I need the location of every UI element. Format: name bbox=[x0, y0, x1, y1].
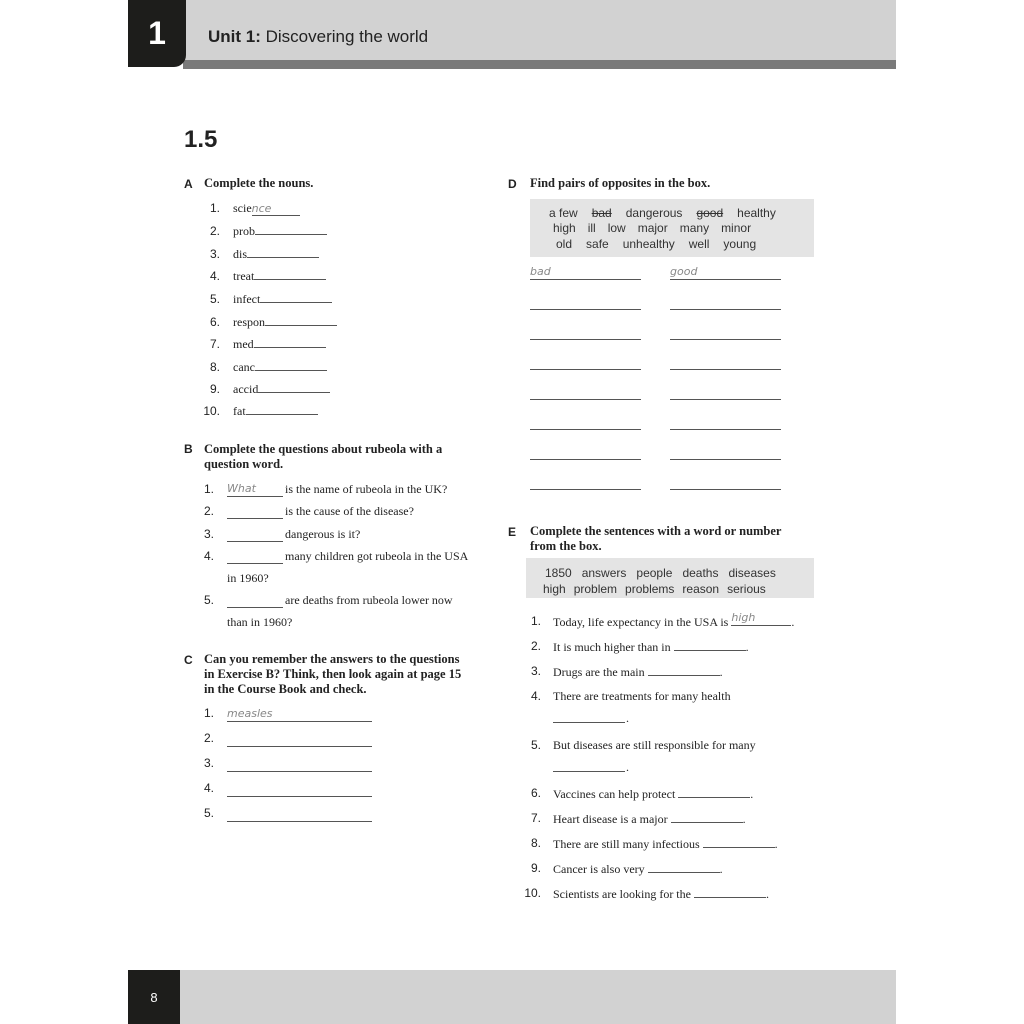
word-stem: infect bbox=[233, 292, 261, 306]
sentence bbox=[553, 639, 749, 655]
sentence-end: . bbox=[719, 862, 723, 876]
box-word: many bbox=[679, 221, 710, 235]
exercise-b-letter: B bbox=[184, 442, 193, 456]
answer-blank bbox=[227, 760, 372, 772]
sentence bbox=[553, 836, 778, 852]
item-number: 7. bbox=[209, 337, 220, 351]
exercise-a-letter: A bbox=[184, 177, 193, 191]
sentence-end: . bbox=[791, 615, 795, 629]
answer-blank bbox=[530, 328, 641, 340]
answer-blank bbox=[530, 448, 641, 460]
box-word: serious bbox=[727, 582, 766, 596]
exercise-e-title bbox=[530, 524, 781, 554]
answer-blank bbox=[648, 664, 720, 676]
box-word: well bbox=[688, 237, 710, 251]
answer-blank bbox=[227, 707, 372, 722]
exercise-a-item bbox=[200, 403, 318, 419]
answer-blank bbox=[694, 886, 766, 898]
exercise-a-item bbox=[200, 314, 337, 330]
item-number: 4. bbox=[209, 269, 220, 283]
item-number: 4. bbox=[530, 689, 541, 703]
exercise-e-letter: E bbox=[508, 525, 517, 539]
page-number: 8 bbox=[128, 970, 180, 1024]
item-number: 10. bbox=[203, 404, 220, 418]
exercise-a-item bbox=[200, 291, 332, 307]
question-text-continued: in 1960? bbox=[227, 571, 269, 585]
exercise-a-item bbox=[200, 336, 326, 352]
answer-blank bbox=[254, 268, 326, 280]
box-word: answers bbox=[581, 566, 627, 580]
item-number: 9. bbox=[209, 382, 220, 396]
item-number: 9. bbox=[530, 861, 541, 875]
exercise-c-title-line-3: in the Course Book and check. bbox=[204, 682, 367, 696]
question-text: is the name of rubeola in the UK? bbox=[285, 482, 448, 496]
question-text-continued: than in 1960? bbox=[227, 615, 293, 629]
answer-blank bbox=[678, 786, 750, 798]
handwritten-answer: good bbox=[670, 265, 698, 278]
answer-blank bbox=[648, 861, 720, 873]
sentence-end: . bbox=[774, 837, 778, 851]
sentence-end: . bbox=[626, 760, 629, 774]
item-number: 3. bbox=[203, 527, 214, 541]
box-word: high bbox=[553, 221, 576, 235]
answer-blank bbox=[670, 448, 781, 460]
word-stem: dis bbox=[233, 247, 248, 261]
exercise-b-title-line-1: Complete the questions about rubeola with a bbox=[204, 442, 443, 456]
answer-blank bbox=[227, 785, 372, 797]
word-box-row bbox=[545, 566, 776, 580]
answer-blank bbox=[670, 328, 781, 340]
unit-number: 1 bbox=[148, 15, 166, 51]
item-number: 1. bbox=[209, 201, 220, 215]
word-stem: respon bbox=[233, 315, 265, 329]
box-word: minor bbox=[721, 221, 752, 235]
word-stem: accid bbox=[233, 382, 259, 396]
answer-blank bbox=[227, 552, 283, 564]
box-word: reason bbox=[682, 582, 720, 596]
answer-blank bbox=[670, 478, 781, 490]
footer-bar bbox=[180, 970, 896, 1024]
answer-blank bbox=[246, 403, 318, 415]
item-number: 2. bbox=[203, 731, 214, 745]
item-number: 5. bbox=[203, 806, 214, 820]
exercise-b-title bbox=[204, 442, 442, 472]
answer-blank bbox=[703, 836, 775, 848]
sentence-text: It is much higher than in bbox=[553, 640, 671, 654]
answer-blank bbox=[670, 265, 781, 280]
item-number: 7. bbox=[530, 811, 541, 825]
exercise-b-title-line-2: question word. bbox=[204, 457, 284, 471]
exercise-e-title-line-1: Complete the sentences with a word or number bbox=[530, 524, 782, 538]
box-word: people bbox=[636, 566, 673, 580]
item-number: 6. bbox=[530, 786, 541, 800]
exercise-e-title-line-2: from the box. bbox=[530, 539, 602, 553]
answer-blank bbox=[258, 381, 330, 393]
box-word: dangerous bbox=[625, 206, 683, 220]
exercise-d-title: Find pairs of opposites in the box. bbox=[530, 176, 711, 190]
answer-blank bbox=[671, 811, 743, 823]
box-word: healthy bbox=[737, 206, 776, 220]
item-number: 8. bbox=[209, 360, 220, 374]
sentence-end: . bbox=[765, 887, 769, 901]
handwritten-answer: What bbox=[227, 482, 256, 495]
exercise-c-letter: C bbox=[184, 653, 193, 667]
answer-blank bbox=[731, 611, 791, 626]
answer-blank bbox=[674, 639, 746, 651]
answer-blank bbox=[670, 418, 781, 430]
word-box-row bbox=[543, 582, 766, 596]
exercise-a-item bbox=[200, 268, 326, 284]
exercise-c-title-line-1: Can you remember the answers to the questions bbox=[204, 652, 460, 666]
word-stem: scie bbox=[233, 201, 252, 215]
handwritten-answer: high bbox=[731, 611, 756, 624]
section-number: 1.5 bbox=[184, 126, 218, 153]
exercise-c-title bbox=[204, 652, 461, 697]
answer-blank bbox=[530, 358, 641, 370]
box-word: deaths bbox=[682, 566, 719, 580]
answer-blank bbox=[227, 482, 283, 497]
item-number: 8. bbox=[530, 836, 541, 850]
box-word: major bbox=[637, 221, 668, 235]
item-number: 6. bbox=[209, 315, 220, 329]
sentence bbox=[553, 738, 756, 753]
item-number: 1. bbox=[203, 482, 214, 496]
handwritten-answer: nce bbox=[252, 202, 300, 216]
sentence-text: Cancer is also very bbox=[553, 862, 645, 876]
item-number: 4. bbox=[203, 549, 214, 563]
word-box-row bbox=[553, 221, 751, 235]
word-stem: canc bbox=[233, 360, 255, 374]
box-word: bad bbox=[591, 206, 612, 220]
sentence-text: But diseases are still responsible for many bbox=[553, 738, 756, 752]
sentence-text: There are treatments for many health bbox=[553, 689, 731, 703]
sentence bbox=[553, 861, 723, 877]
sentence-end: . bbox=[745, 640, 749, 654]
item-number: 3. bbox=[530, 664, 541, 678]
sentence-text: Today, life expectancy in the USA is bbox=[553, 615, 729, 629]
header-rule bbox=[183, 60, 896, 69]
item-number: 10. bbox=[524, 886, 541, 900]
unit-title-text: Discovering the world bbox=[260, 27, 429, 46]
word-box-row bbox=[549, 206, 776, 220]
box-word: 1850 bbox=[545, 566, 572, 580]
answer-blank bbox=[227, 596, 283, 608]
word-box-row bbox=[556, 237, 756, 251]
unit-title bbox=[208, 27, 428, 47]
word-stem: med bbox=[233, 337, 254, 351]
box-word: young bbox=[723, 237, 757, 251]
box-word: ill bbox=[587, 221, 596, 235]
exercise-d-letter: D bbox=[508, 177, 517, 191]
sentence-end: . bbox=[626, 711, 629, 725]
question-text: many children got rubeola in the USA bbox=[285, 549, 469, 563]
answer-blank bbox=[227, 507, 283, 519]
question-text: is the cause of the disease? bbox=[285, 504, 414, 518]
answer-blank bbox=[530, 298, 641, 310]
word-stem: treat bbox=[233, 269, 255, 283]
word-stem: prob bbox=[233, 224, 255, 238]
answer-blank bbox=[227, 735, 372, 747]
sentence-text: Scientists are looking for the bbox=[553, 887, 691, 901]
answer-blank bbox=[227, 530, 283, 542]
sentence-text: Heart disease is a major bbox=[553, 812, 668, 826]
sentence bbox=[553, 664, 723, 680]
answer-blank bbox=[227, 810, 372, 822]
item-number: 4. bbox=[203, 781, 214, 795]
item-number: 5. bbox=[530, 738, 541, 752]
item-number: 5. bbox=[203, 593, 214, 607]
item-number: 2. bbox=[209, 224, 220, 238]
sentence bbox=[553, 689, 731, 704]
answer-blank bbox=[670, 388, 781, 400]
answer-blank bbox=[553, 711, 625, 723]
answer-blank bbox=[553, 760, 625, 772]
sentence-end: . bbox=[750, 787, 754, 801]
answer-blank bbox=[530, 388, 641, 400]
box-word: old bbox=[556, 237, 573, 251]
exercise-a-item bbox=[200, 381, 330, 397]
answer-blank bbox=[530, 265, 641, 280]
box-word: problem bbox=[573, 582, 618, 596]
item-number: 1. bbox=[203, 706, 214, 720]
item-number: 2. bbox=[203, 504, 214, 518]
answer-blank bbox=[247, 246, 319, 258]
exercise-a-item bbox=[200, 359, 327, 375]
box-word: a few bbox=[549, 206, 578, 220]
box-word: diseases bbox=[728, 566, 776, 580]
answer-blank bbox=[670, 358, 781, 370]
exercise-a-item bbox=[200, 223, 327, 239]
item-number: 3. bbox=[203, 756, 214, 770]
exercise-c-title-line-2: in Exercise B? Think, then look again at page 15 bbox=[204, 667, 462, 681]
box-word: problems bbox=[625, 582, 675, 596]
answer-blank bbox=[260, 291, 332, 303]
box-word: low bbox=[607, 221, 626, 235]
sentence bbox=[553, 786, 753, 802]
sentence bbox=[553, 886, 769, 902]
box-word: safe bbox=[586, 237, 609, 251]
handwritten-answer: measles bbox=[227, 707, 273, 720]
exercise-a-title: Complete the nouns. bbox=[204, 176, 314, 190]
exercise-a-item bbox=[200, 246, 319, 262]
answer-blank bbox=[255, 223, 327, 235]
sentence-text: Vaccines can help protect bbox=[553, 787, 676, 801]
sentence-end: . bbox=[719, 665, 723, 679]
sentence-text: Drugs are the main bbox=[553, 665, 645, 679]
item-number: 2. bbox=[530, 639, 541, 653]
item-number: 5. bbox=[209, 292, 220, 306]
item-number: 3. bbox=[209, 247, 220, 261]
item-number: 1. bbox=[530, 614, 541, 628]
sentence-end: . bbox=[742, 812, 746, 826]
answer-blank bbox=[530, 478, 641, 490]
answer-blank bbox=[265, 314, 337, 326]
answer-blank bbox=[530, 418, 641, 430]
answer-blank bbox=[254, 336, 326, 348]
word-stem: fat bbox=[233, 404, 246, 418]
box-word: unhealthy bbox=[622, 237, 675, 251]
box-word: good bbox=[696, 206, 724, 220]
box-word: high bbox=[543, 582, 566, 596]
unit-label: Unit 1: bbox=[208, 27, 261, 46]
sentence bbox=[553, 611, 795, 630]
sentence bbox=[553, 811, 746, 827]
question-text: dangerous is it? bbox=[285, 527, 361, 541]
sentence-text: There are still many infectious bbox=[553, 837, 700, 851]
handwritten-answer: bad bbox=[530, 265, 551, 278]
answer-blank bbox=[255, 359, 327, 371]
answer-blank bbox=[670, 298, 781, 310]
question-text: are deaths from rubeola lower now bbox=[285, 593, 453, 607]
exercise-a-item bbox=[200, 201, 300, 216]
unit-number-tab bbox=[128, 0, 186, 67]
